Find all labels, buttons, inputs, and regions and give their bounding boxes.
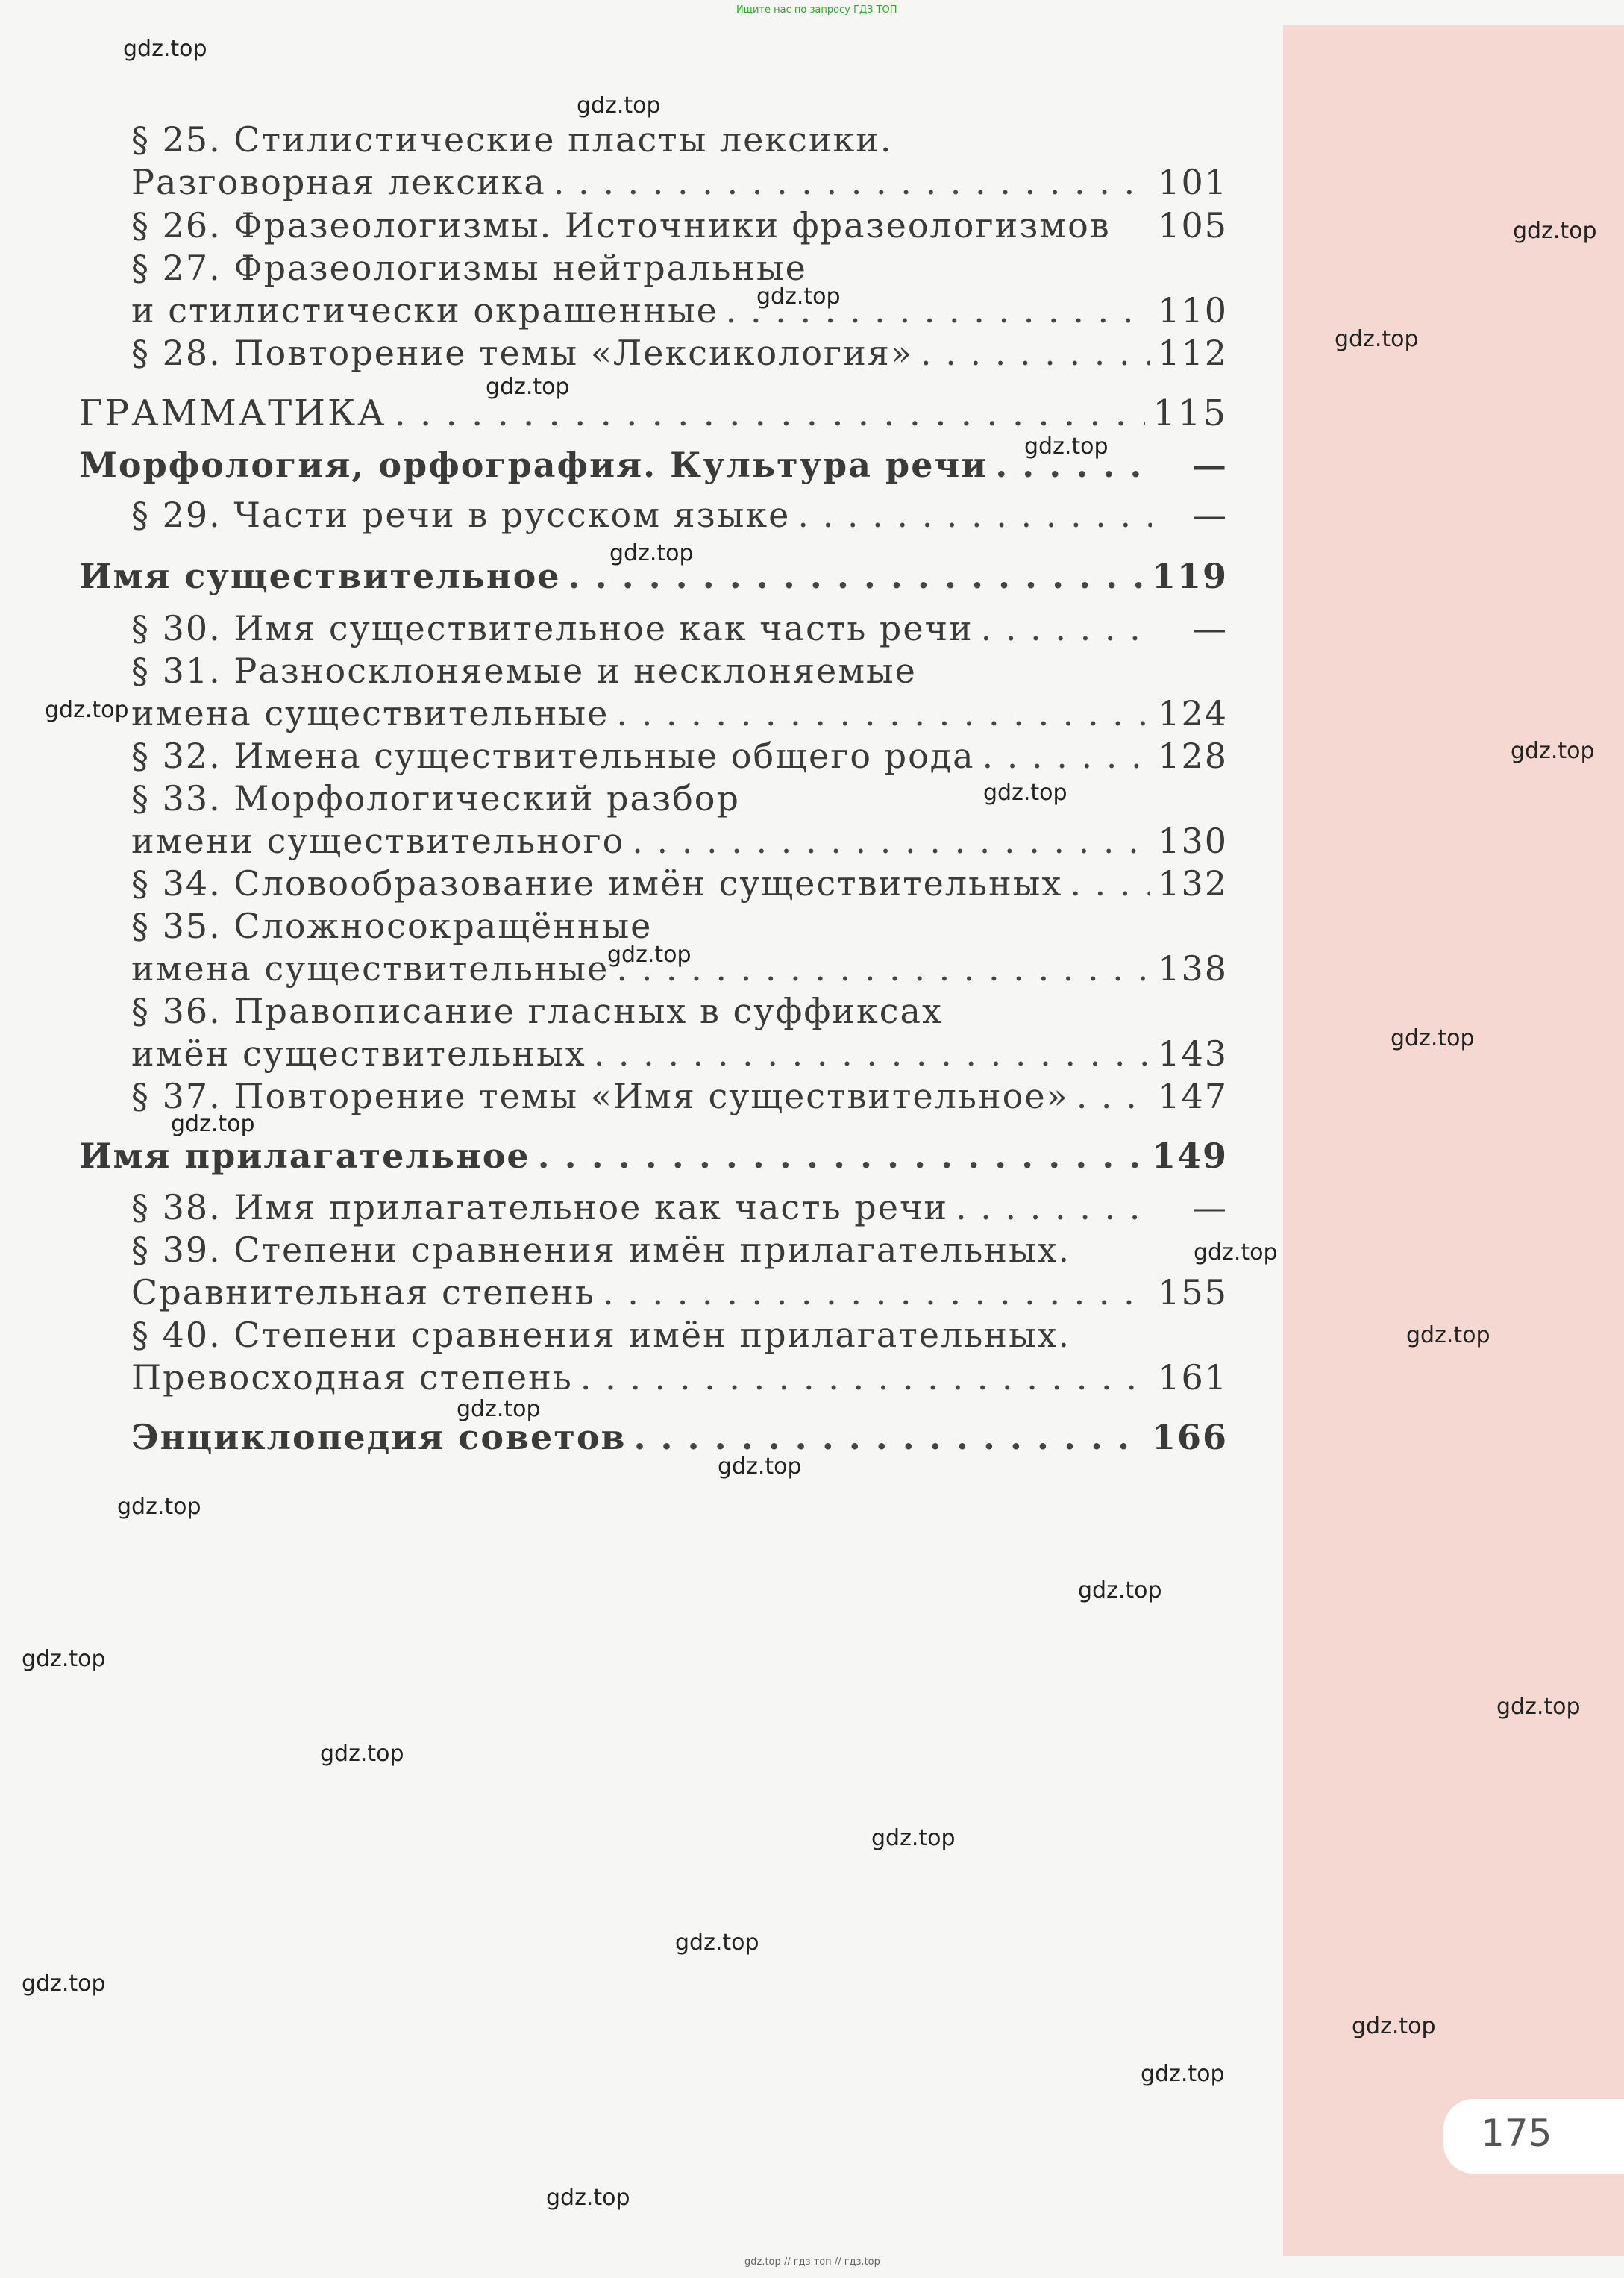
- toc-page-number: —: [1192, 608, 1228, 648]
- toc-entry-36[interactable]: [131, 1033, 1228, 1078]
- toc-entry-text: § 29. Части речи в русском языке: [131, 495, 791, 535]
- watermark: gdz.top: [577, 93, 661, 119]
- toc-page-number: 115: [1153, 392, 1228, 434]
- toc-entry-32[interactable]: [131, 736, 1228, 780]
- watermark: gdz.top: [756, 284, 841, 310]
- dot-leader: [538, 1136, 1144, 1176]
- watermark: gdz.top: [1406, 1322, 1490, 1348]
- toc-page-number: 105: [1158, 205, 1228, 245]
- toc-entry-26[interactable]: [131, 205, 1228, 250]
- dot-leader: [616, 948, 1150, 989]
- dot-leader: [633, 1417, 1144, 1457]
- dot-leader: [580, 1357, 1150, 1398]
- toc-entry-text: § 36. Правописание гласных в суффиксах: [131, 991, 943, 1031]
- top-banner: Ищите нас по запросу ГДЗ ТОП: [736, 4, 897, 16]
- toc-entry-text: § 27. Фразеологизмы нейтральные: [131, 248, 807, 288]
- watermark: gdz.top: [1511, 738, 1595, 764]
- watermark: gdz.top: [1024, 434, 1109, 460]
- toc-page-number: 161: [1158, 1357, 1228, 1398]
- toc-entry-29[interactable]: [131, 495, 1228, 539]
- toc-entry-text: имена существительные: [131, 948, 609, 989]
- watermark: gdz.top: [1141, 2061, 1225, 2087]
- toc-entry-40[interactable]: [131, 1357, 1228, 1402]
- toc-page-number: —: [1192, 445, 1228, 485]
- toc-entry-31-title: [131, 651, 1228, 695]
- toc-entry-text: § 40. Степени сравнения имён прилагательных.: [131, 1315, 1071, 1355]
- toc-entry-text: Имя прилагательное: [79, 1136, 530, 1176]
- toc-entry-39[interactable]: [131, 1272, 1228, 1317]
- toc-entry-text: имён существительных: [131, 1033, 586, 1074]
- toc-entry-text: § 28. Повторение темы «Лексикология»: [131, 333, 913, 373]
- toc-page-number: 130: [1158, 821, 1228, 861]
- toc-entry-text: § 34. Словообразование имён существительных: [131, 863, 1063, 904]
- bottom-banner: gdz.top // гдз топ // гдз.top: [744, 2256, 880, 2268]
- watermark: gdz.top: [1391, 1025, 1475, 1051]
- toc-entry-text: § 37. Повторение темы «Имя существительное»: [131, 1076, 1069, 1116]
- toc-entry-40-title: [131, 1315, 1228, 1359]
- toc-page-number: 138: [1158, 948, 1228, 989]
- toc-page-number: 143: [1158, 1033, 1228, 1074]
- toc-entry-text: и стилистически окрашенные: [131, 290, 718, 331]
- toc-entry-text: § 30. Имя существительное как часть речи: [131, 608, 974, 648]
- toc-page-number: —: [1192, 495, 1228, 535]
- watermark: gdz.top: [117, 1494, 201, 1520]
- watermark: gdz.top: [457, 1396, 541, 1422]
- toc-entry-text: § 38. Имя прилагательное как часть речи: [131, 1187, 949, 1227]
- toc-entry-text: Сравнительная степень: [131, 1272, 595, 1312]
- watermark: gdz.top: [22, 1646, 106, 1672]
- toc-entry-text: Имя существительное: [79, 556, 561, 596]
- toc-entry-25[interactable]: [131, 162, 1228, 207]
- toc-page-number: —: [1192, 1187, 1228, 1227]
- toc-entry-text: ГРАММАТИКА: [79, 392, 387, 434]
- dot-leader: [797, 495, 1152, 535]
- watermark: gdz.top: [123, 36, 207, 62]
- toc-entry-text: § 25. Стилистические пласты лексики.: [131, 119, 893, 160]
- toc-entry-text: Разговорная лексика: [131, 162, 546, 202]
- watermark: gdz.top: [675, 1930, 759, 1956]
- watermark: gdz.top: [22, 1971, 106, 1997]
- toc-entry-39-title: [131, 1230, 1228, 1274]
- watermark: gdz.top: [171, 1111, 255, 1137]
- watermark: gdz.top: [983, 780, 1067, 806]
- dot-leader: [956, 1187, 1152, 1227]
- toc-entry-text: имена существительные: [131, 693, 609, 733]
- toc-entry-33[interactable]: [131, 821, 1228, 866]
- toc-entry-text: Морфология, орфография. Культура речи: [79, 445, 988, 485]
- watermark: gdz.top: [320, 1741, 404, 1767]
- toc-page-number: 112: [1158, 333, 1228, 373]
- dot-leader: [982, 736, 1151, 776]
- watermark: gdz.top: [1496, 1694, 1581, 1720]
- toc-entry-30[interactable]: [131, 608, 1228, 653]
- toc-entry-34[interactable]: [131, 863, 1228, 908]
- toc-entry-text: § 26. Фразеологизмы. Источники фразеологизмов: [131, 205, 1111, 245]
- watermark: gdz.top: [1194, 1239, 1278, 1265]
- toc-entry-37[interactable]: [131, 1076, 1228, 1121]
- toc-page-number: 124: [1158, 693, 1228, 733]
- dot-leader: [594, 1033, 1151, 1074]
- dot-leader: [1070, 863, 1150, 904]
- watermark: gdz.top: [609, 540, 694, 566]
- toc-page-number: 101: [1158, 162, 1228, 202]
- watermark: gdz.top: [1513, 218, 1597, 244]
- watermark: gdz.top: [607, 942, 692, 968]
- watermark: gdz.top: [45, 697, 129, 723]
- toc-page-number: 128: [1158, 736, 1228, 776]
- toc-entry-36-title: [131, 991, 1228, 1036]
- toc-entry-31[interactable]: [131, 693, 1228, 738]
- toc-page-number: 110: [1158, 290, 1228, 331]
- toc-page-number: 149: [1151, 1136, 1228, 1176]
- toc-entry-text: § 39. Степени сравнения имён прилагательных.: [131, 1230, 1071, 1270]
- watermark: gdz.top: [486, 374, 570, 400]
- toc-entry-27-title: [131, 248, 1228, 292]
- toc-entry-text: § 32. Имена существительные общего рода: [131, 736, 975, 776]
- toc-entry-text: Превосходная степень: [131, 1357, 573, 1398]
- toc-heading-adjective[interactable]: [79, 1136, 1228, 1180]
- toc-heading-grammar[interactable]: [79, 392, 1228, 437]
- dot-leader: [616, 693, 1150, 733]
- watermark: gdz.top: [1078, 1577, 1162, 1603]
- dot-leader: [921, 333, 1150, 373]
- watermark: gdz.top: [546, 2185, 630, 2211]
- toc-entry-28[interactable]: [131, 333, 1228, 378]
- page-number: 175: [1481, 2112, 1552, 2155]
- watermark: gdz.top: [1352, 2013, 1436, 2039]
- watermark: gdz.top: [871, 1825, 956, 1851]
- dot-leader: [632, 821, 1150, 861]
- watermark: gdz.top: [718, 1454, 802, 1480]
- dot-leader: [603, 1272, 1150, 1312]
- toc-entry-27[interactable]: [131, 290, 1228, 335]
- toc-page-number: 147: [1158, 1076, 1228, 1116]
- dot-leader: [1076, 1076, 1151, 1116]
- toc-entry-text: § 35. Сложносокращённые: [131, 906, 653, 946]
- toc-page-number: 166: [1151, 1417, 1228, 1457]
- toc-page-number: 119: [1151, 556, 1228, 596]
- toc-entry-25-title: [131, 119, 1228, 164]
- toc-entry-text: § 33. Морфологический разбор: [131, 778, 740, 819]
- toc-entry-text: имени существительного: [131, 821, 625, 861]
- toc-page-number: 155: [1158, 1272, 1228, 1312]
- toc-entry-38[interactable]: [131, 1187, 1228, 1232]
- toc-entry-text: § 31. Разносклоняемые и несклоняемые: [131, 651, 917, 691]
- toc-heading-encyclopedia[interactable]: [131, 1417, 1228, 1462]
- toc-page-number: 132: [1158, 863, 1228, 904]
- dot-leader: [981, 608, 1152, 648]
- watermark: gdz.top: [1335, 326, 1419, 352]
- side-color-band: [1283, 25, 1624, 2256]
- toc-entry-text: Энциклопедия советов: [131, 1417, 627, 1457]
- dot-leader: [554, 162, 1150, 202]
